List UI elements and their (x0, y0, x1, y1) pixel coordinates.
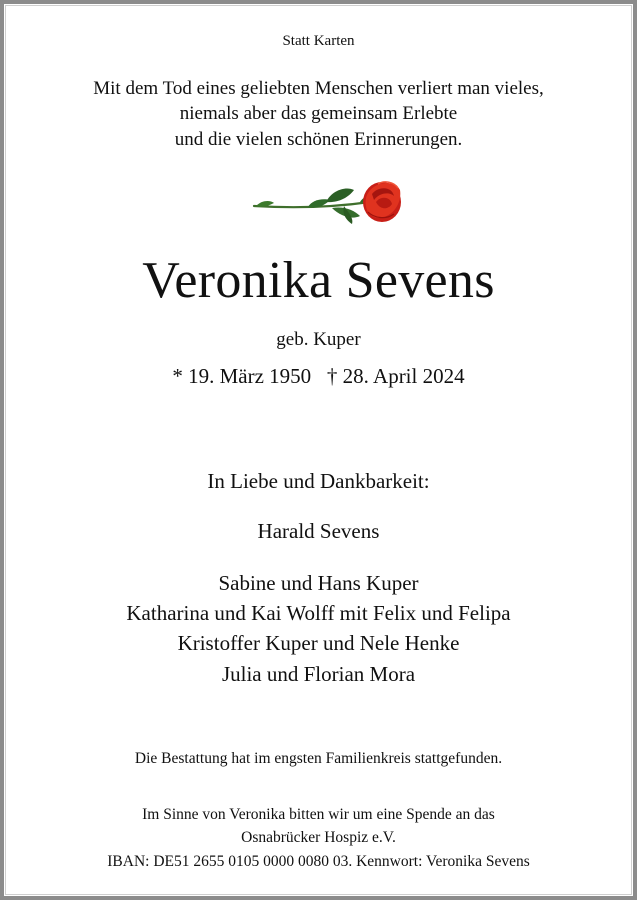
rose-icon (248, 172, 408, 242)
funeral-notice: Die Bestattung hat im engsten Familienkreis stattgefunden. (134, 750, 503, 767)
family-line-2: Katharina und Kai Wolff mit Felix und Felipa (126, 601, 511, 625)
family-line-3: Kristoffer Kuper und Nele Henke (177, 631, 460, 655)
donation-line-2: Osnabrücker Hospiz e.V. (241, 829, 396, 846)
family-line-4: Julia und Florian Mora (221, 662, 416, 686)
donation-line-1: Im Sinne von Veronika bitten wir um eine Spende an das (142, 806, 495, 823)
statt-karten-label: Statt Karten (282, 33, 355, 49)
intro-line-1: Mit dem Tod eines geliebten Menschen verliert man vieles, (93, 78, 544, 99)
donation-line-3: IBAN: DE51 2655 0105 0000 0080 03. Kennwort: Veronika Sevens (107, 853, 530, 870)
maiden-name: geb. Kuper (276, 329, 361, 350)
intro-line-2: niemals aber das gemeinsam Erlebte (179, 103, 458, 124)
family-line-1: Sabine und Hans Kuper (218, 571, 419, 595)
mourners-heading: In Liebe und Dankbarkeit: (207, 469, 430, 493)
intro-line-3: und die vielen schönen Erinnerungen. (174, 129, 463, 150)
spouse-name: Harald Sevens (257, 519, 380, 543)
deceased-name: Veronika Sevens (142, 252, 495, 309)
life-dates: * 19. März 1950 † 28. April 2024 (172, 364, 465, 388)
